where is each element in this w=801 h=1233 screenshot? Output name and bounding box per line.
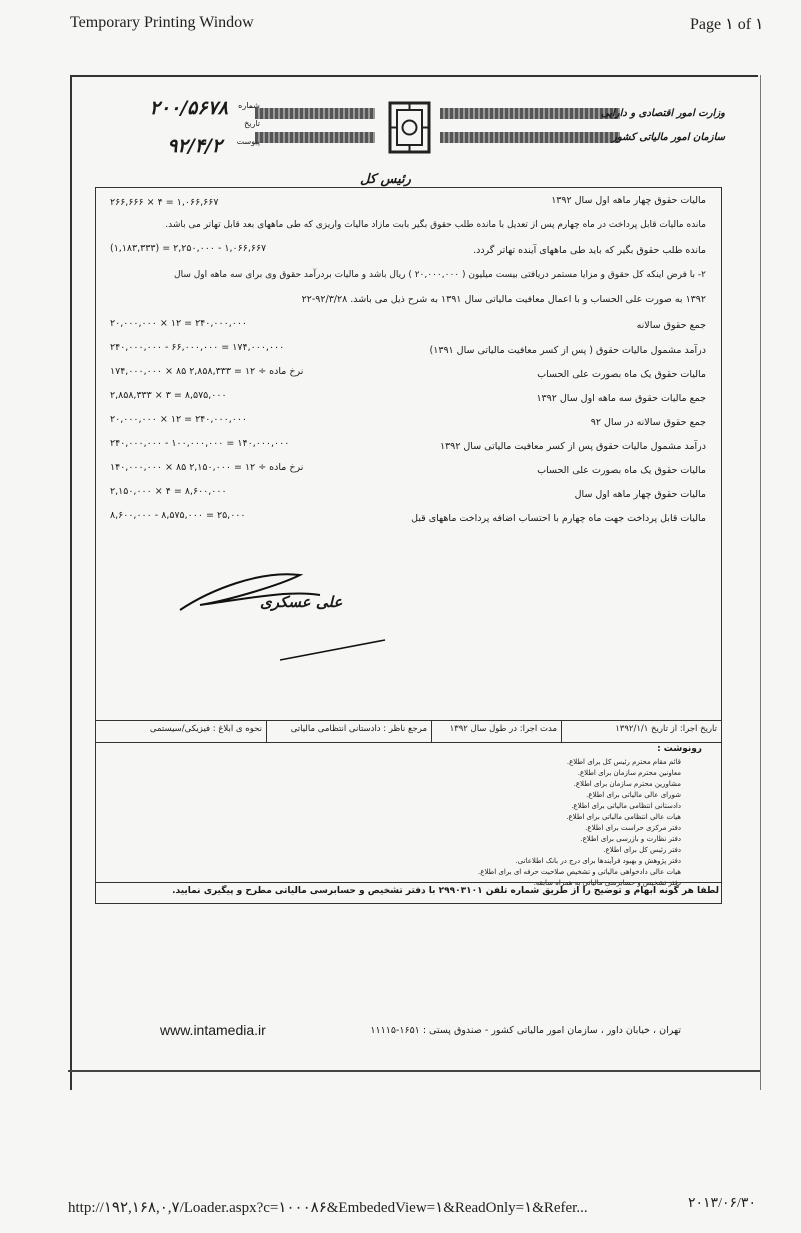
row-label-4: جمع مالیات حقوق سه ماهه اول سال ۱۳۹۲ (536, 393, 706, 404)
copy-item: معاونین محترم سازمان برای اطلاع. (577, 769, 681, 777)
letterhead-band-right-top (440, 108, 620, 119)
row-calc-6: ۲۴۰,۰۰۰,۰۰۰ - ۱۰۰,۰۰۰,۰۰۰ = ۱۴۰,۰۰۰,۰۰۰ (110, 438, 290, 449)
number-value: ۲۰۰/۵۶۷۸ (149, 97, 228, 119)
postal-address: تهران ، خیابان داور ، سازمان امور مالیاتی کشور - صندوق پستی : ۱۶۵۱-۱۱۱۱۵ (370, 1025, 681, 1036)
copy-item: دفتر مرکزی حراست برای اطلاع. (585, 824, 681, 832)
ministry-line-2: سازمان امور مالیاتی کشور (612, 132, 725, 143)
row-label-3: مالیات حقوق یک ماه بصورت علی الحساب (537, 369, 706, 380)
row-label-7: مالیات حقوق یک ماه بصورت علی الحساب (537, 465, 706, 476)
letterhead (255, 100, 725, 160)
letterhead-band-left-bottom (255, 132, 375, 143)
page-indicator: Page ١ of ١ (690, 16, 764, 33)
execution-date: تاریخ اجرا: از تاریخ ۱۳۹۲/۱/۱ (561, 721, 721, 742)
date-value: ۹۲/۴/۲ (167, 135, 222, 157)
copy-item: دفتر پژوهش و بهبود فرآیندها برای درج در بانک اطلاعاتی. (515, 857, 681, 865)
print-date: ٢٠١٣/٠۶/٣٠ (688, 1196, 756, 1211)
row-label-6: درآمد مشمول مالیات حقوق پس از کسر معافیت مالیاتی سال ۱۳۹۲ (439, 441, 706, 452)
number-label: شماره (238, 101, 260, 110)
body-line-4: ۲- با فرض اینکه کل حقوق و مزایا مستمر دریافتی بیست میلیون ( ۲۰,۰۰۰,۰۰۰ ) ریال باشد و مالیات بردرآمد حقوق وی برای سه ماهه اول سال (174, 270, 706, 280)
copies-list (421, 757, 681, 889)
row-label-9: مالیات قابل پرداخت جهت ماه چهارم با احتساب اضافه پرداخت ماههای قبل (411, 513, 706, 524)
row-calc-7: ۱۴۰,۰۰۰,۰۰۰ × ۸۵ نرخ ماده ÷ ۱۲ = ۲,۱۵۰,۰۰۰ (110, 462, 304, 473)
body-line-3: مانده طلب حقوق بگیر که باید طی ماههای آینده تهاتر گردد. (473, 245, 706, 256)
row-calc-2: ۲۴۰,۰۰۰,۰۰۰ - ۶۶,۰۰۰,۰۰۰ = ۱۷۴,۰۰۰,۰۰۰ (110, 342, 285, 353)
copy-item: شورای عالی مالیاتی برای اطلاع. (586, 791, 681, 799)
copy-item: هیات عالی دادخواهی مالیاتی و تشخیص صلاحیت حرفه ای برای اطلاع. (478, 868, 681, 876)
document-bottom-border (68, 1070, 760, 1072)
contact-note: لطفا هر گونه ابهام و توضیح را از طریق شماره تلفن ۲۹۹۰۳۱۰۱ با دفتر تشخیص و حسابرسی مالیاتی مطرح و پیگیری نمایید. (172, 886, 719, 896)
attachment-label: پیوست (236, 137, 260, 146)
copy-item: قائم مقام محترم رئیس کل برای اطلاع. (566, 758, 681, 766)
letterhead-band-right-bottom (440, 132, 620, 143)
ministry-line-1: وزارت امور اقتصادی و دارایی (600, 108, 725, 119)
copy-item: دادستانی انتظامی مالیاتی برای اطلاع. (571, 802, 681, 810)
row-calc-5: ۲۰,۰۰۰,۰۰۰ × ۱۲ = ۲۴۰,۰۰۰,۰۰۰ (110, 414, 248, 425)
notification-label: نحوه ی ابلاغ : (212, 724, 262, 734)
body-line-2: مانده مالیات قابل پرداخت در ماه چهارم پس از تعدیل با مانده طلب حقوق بگیر بابت مازاد مالیات واریزی که طی ماههای بعد قابل تهاتر می باشد. (165, 220, 706, 230)
copy-item: دفتر رئیس کل برای اطلاع. (603, 846, 681, 854)
copy-item: مشاورین محترم سازمان برای اطلاع. (573, 780, 681, 788)
recipient: رئیس کل (360, 172, 411, 187)
top-calc-1: ۲۶۶,۶۶۶ × ۴ = ۱,۰۶۶,۶۶۷ (110, 197, 219, 208)
execution-table (95, 720, 722, 743)
emblem-icon (387, 100, 432, 155)
copy-item: دفتر تشخیص و حسابرسی مالیاتی به همراه سابقه. (533, 879, 681, 887)
row-label-5: جمع حقوق سالانه در سال ۹۲ (590, 417, 706, 428)
execution-duration: مدت اجرا: در طول سال ۱۳۹۲ (431, 721, 561, 742)
top-calc-2: (۱,۱۸۳,۳۳۳) = ۲,۲۵۰,۰۰۰ - ۱,۰۶۶,۶۶۷ (110, 243, 267, 254)
copies-title: رونوشت : (657, 744, 702, 754)
signature (170, 560, 390, 670)
row-label-8: مالیات حقوق چهار ماهه اول سال (574, 489, 706, 500)
copy-item: هیات عالی انتظامی مالیاتی برای اطلاع. (566, 813, 681, 821)
body-line-5: ۱۳۹۲ به صورت علی الحساب و با اعمال معافیت مالیاتی سال ۱۳۹۱ به شرح ذیل می باشد. ۹۲/۳/۲۸-۲۲ (301, 294, 706, 305)
row-label-1: جمع حقوق سالانه (636, 320, 706, 331)
row-calc-9: ۸,۶۰۰,۰۰۰ - ۸,۵۷۵,۰۰۰ = ۲۵,۰۰۰ (110, 510, 246, 521)
notification-method (96, 721, 266, 742)
notification-value: فیزیکی/سیستمی (149, 724, 211, 734)
date-label: تاریخ (244, 119, 260, 128)
signature-name: علی عسکری (260, 593, 343, 611)
body-line-1: مالیات حقوق چهار ماهه اول سال ۱۳۹۲ (551, 195, 706, 206)
row-calc-1: ۲۰,۰۰۰,۰۰۰ × ۱۲ = ۲۴۰,۰۰۰,۰۰۰ (110, 318, 248, 329)
reference-block (100, 97, 260, 167)
window-title: Temporary Printing Window (70, 14, 254, 31)
note-divider (95, 882, 722, 883)
website: www.intamedia.ir (160, 1022, 266, 1038)
browser-url: http://١٩٢,١۶٨,٠,٧/Loader.aspx?c=١٠٠٠٨۶&EmbededView=١&ReadOnly=١&Refer... (68, 1200, 588, 1216)
row-label-2: درآمد مشمول مالیات حقوق ( پس از کسر معافیت مالیاتی سال ۱۳۹۱) (429, 345, 706, 356)
copy-item: دفتر نظارت و بازرسی برای اطلاع. (580, 835, 681, 843)
letterhead-band-left-top (255, 108, 375, 119)
row-calc-8: ۲,۱۵۰,۰۰۰ × ۴ = ۸,۶۰۰,۰۰۰ (110, 486, 227, 497)
row-calc-4: ۲,۸۵۸,۳۳۳ × ۳ = ۸,۵۷۵,۰۰۰ (110, 390, 227, 401)
signature-scribble-icon (170, 560, 390, 670)
supervising-authority: مرجع ناظر : دادستانی انتظامی مالیاتی (266, 721, 431, 742)
row-calc-3: ۱۷۴,۰۰۰,۰۰۰ × ۸۵ نرخ ماده ÷ ۱۲ = ۲,۸۵۸,۳۳۳ (110, 366, 304, 377)
